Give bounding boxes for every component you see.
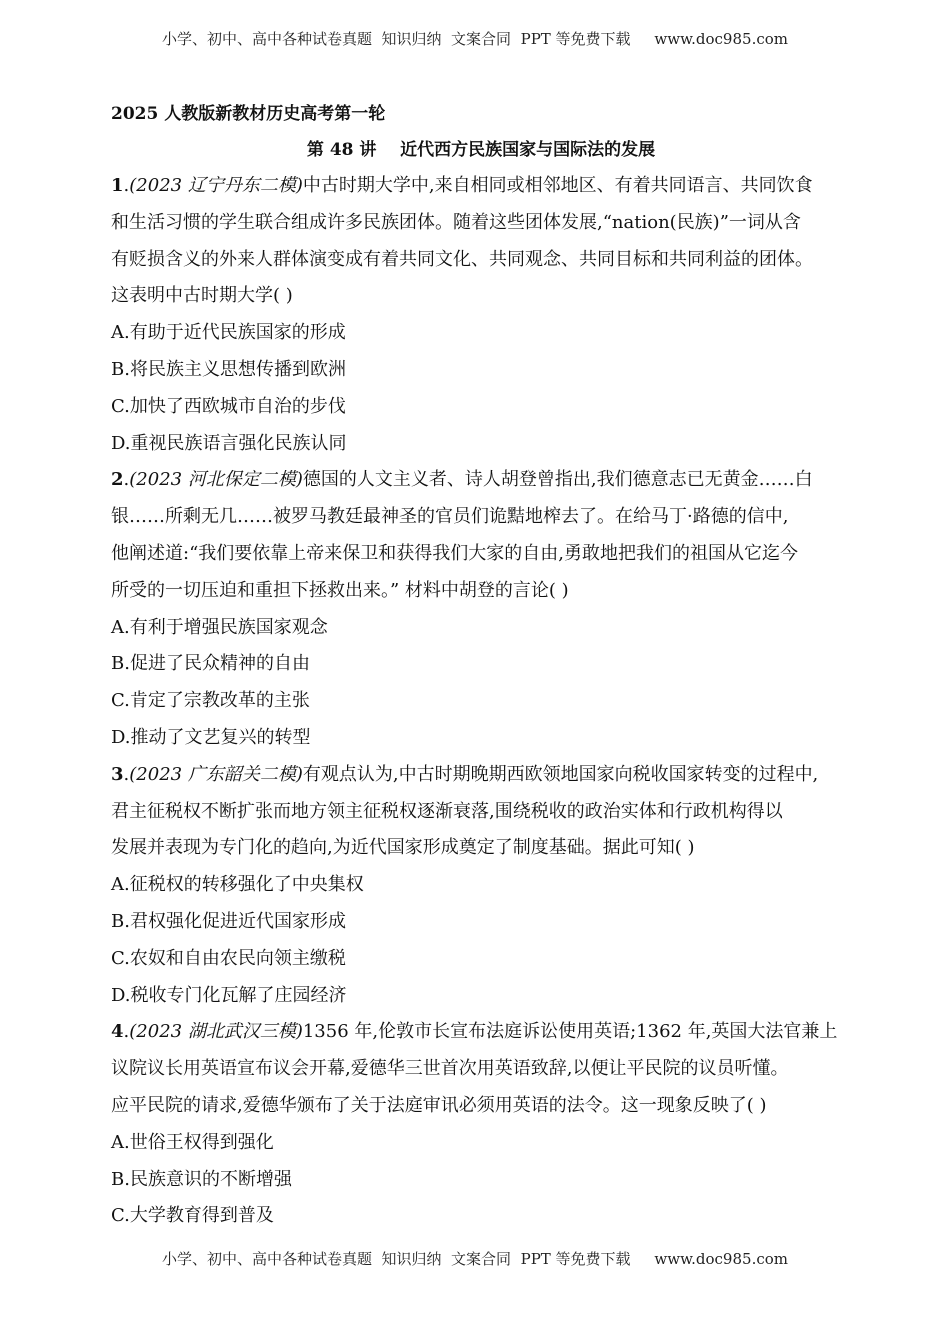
question-text: 和生活习惯的学生联合组成许多民族团体。随着这些团体发展,“nation(民族)”一词从含 [111, 211, 801, 233]
option-b: B.君权强化促进近代国家形成 [111, 910, 346, 932]
option-d: D.重视民族语言强化民族认同 [111, 432, 347, 454]
question-text: 这表明中古时期大学( ) [111, 285, 293, 307]
question-number: 3 [111, 763, 124, 785]
option-d: D.税收专门化瓦解了庄园经济 [111, 984, 347, 1006]
option-c: C.大学教育得到普及 [111, 1205, 274, 1227]
question-2 [111, 462, 851, 756]
option-b: B.将民族主义思想传播到欧洲 [111, 358, 346, 380]
question-text: 有贬损含义的外来人群体演变成有着共同文化、共同观念、共同目标和共同利益的团体。 [111, 248, 813, 270]
question-3 [111, 757, 851, 1015]
option-c: C.农奴和自由农民向领主缴税 [111, 947, 346, 969]
option-b: B.促进了民众精神的自由 [111, 653, 310, 675]
option-a: A.征税权的转移强化了中央集权 [111, 874, 364, 896]
page-header: 小学、初中、高中各种试卷真题 知识归纳 文案合同 PPT 等免费下载 www.doc985.com [161, 30, 788, 48]
question-text: 君主征税权不断扩张而地方领主征税权逐渐衰落,围绕税收的政治实体和行政机构得以 [111, 800, 783, 822]
question-text: 1356 年,伦敦市长宣布法庭诉讼使用英语;1362 年,英国大法官兼上 [302, 1021, 838, 1043]
question-text: 银……所剩无几……被罗马教廷最神圣的官员们诡黠地榨去了。在给马丁·路德的信中, [111, 506, 789, 528]
question-source: (2023 湖北武汉三模) [129, 1021, 303, 1043]
question-number: 1 [111, 175, 124, 196]
document-body [111, 96, 851, 1235]
lesson-title: 第 48 讲 近代西方民族国家与国际法的发展 [306, 140, 656, 160]
question-text: 他阐述道:“我们要依靠上帝来保卫和获得我们大家的自由,勇敢地把我们的祖国从它迄今 [111, 542, 798, 564]
question-text: 中古时期大学中,来自相同或相邻地区、有着共同语言、共同饮食 [302, 175, 813, 196]
option-c: C.加快了西欧城市自治的步伐 [111, 395, 346, 417]
question-text: 德国的人文主义者、诗人胡登曾指出,我们德意志已无黄金……白 [302, 469, 813, 491]
option-b: B.民族意识的不断增强 [111, 1168, 292, 1190]
question-text: 议院议长用英语宣布议会开幕,爱德华三世首次用英语致辞,以便让平民院的议员听懂。 [111, 1058, 789, 1080]
question-source: (2023 广东韶关二模) [129, 763, 303, 785]
option-c: C.肯定了宗教改革的主张 [111, 690, 310, 712]
series-title: 2025 人教版新教材历史高考第一轮 [111, 104, 386, 124]
question-source: (2023 辽宁丹东二模) [129, 175, 303, 196]
question-1 [111, 168, 851, 462]
question-line: 2.(2023 河北保定二模)德国的人文主义者、诗人胡登曾指出,我们德意志已无黄金……白 [111, 469, 813, 491]
question-line: 4.(2023 湖北武汉三模)1356 年,伦敦市长宣布法庭诉讼使用英语;1362 年,英国大法官兼上 [111, 1021, 838, 1043]
question-text: 发展并表现为专门化的趋向,为近代国家形成奠定了制度基础。据此可知( ) [111, 837, 695, 859]
question-number: 4 [111, 1021, 124, 1043]
question-text: 应平民院的请求,爱德华颁布了关于法庭审讯必须用英语的法令。这一现象反映了( ) [111, 1094, 767, 1116]
question-line: 1.(2023 辽宁丹东二模)中古时期大学中,来自相同或相邻地区、有着共同语言、共同饮食 [111, 175, 813, 196]
question-number: 2 [111, 469, 124, 491]
page-footer: 小学、初中、高中各种试卷真题 知识归纳 文案合同 PPT 等免费下载 www.doc985.com [161, 1250, 788, 1268]
option-d: D.推动了文艺复兴的转型 [111, 726, 311, 748]
question-line: 3.(2023 广东韶关二模)有观点认为,中古时期晚期西欧领地国家向税收国家转变的过程中, [111, 763, 819, 785]
question-source: (2023 河北保定二模) [129, 469, 303, 491]
option-a: A.有助于近代民族国家的形成 [111, 322, 346, 344]
option-a: A.世俗王权得到强化 [111, 1131, 274, 1153]
question-text: 有观点认为,中古时期晚期西欧领地国家向税收国家转变的过程中, [302, 763, 819, 785]
question-text: 所受的一切压迫和重担下拯救出来。” 材料中胡登的言论( ) [111, 579, 569, 601]
question-4 [111, 1014, 851, 1235]
option-a: A.有利于增强民族国家观念 [111, 616, 328, 638]
